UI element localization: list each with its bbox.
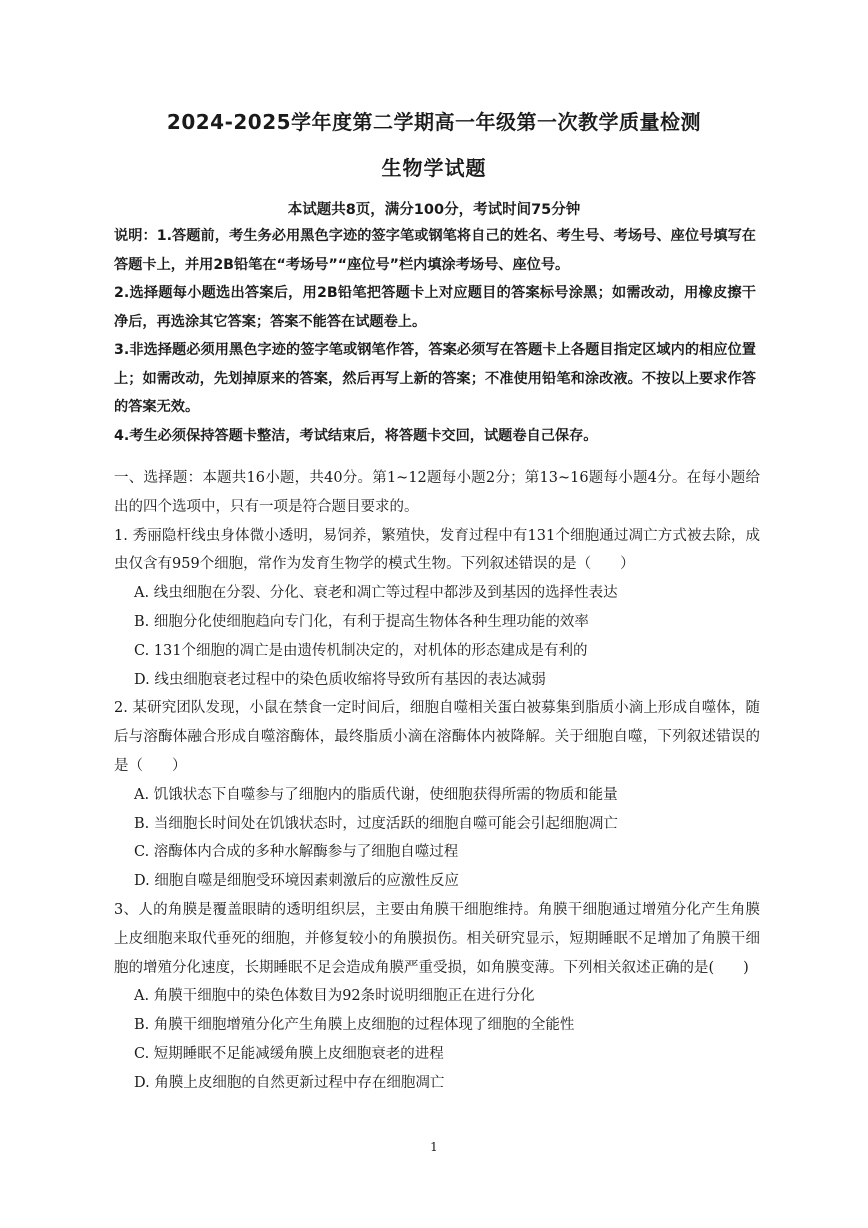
- option-b: B. 细胞分化使细胞趋向专门化，有利于提高生物体各种生理功能的效率: [134, 613, 589, 630]
- exam-info: 本试题共8页，满分100分，考试时间75分钟: [287, 202, 581, 218]
- option-c: C. 131个细胞的凋亡是由遗传机制决定的，对机体的形态建成是有利的: [134, 642, 588, 659]
- question-stem: 2. 某研究团队发现，小鼠在禁食一定时间后，细胞自噬相关蛋白被募集到脂质小滴上形成自噬体，随后与溶酶体融合形成自噬溶酶体，最终脂质小滴在溶酶体内被降解。关于细胞自噬，下列叙述错误的是（ ）: [114, 700, 760, 774]
- instruction-3: 3.非选择题必须用黑色字迹的签字笔或钢笔作答，答案必须写在答题卡上各题目指定区域内的相应位置上；如需改动，先划掉原来的答案，然后再写上新的答案；不准使用铅笔和涂改液。不按以上要求作答的答案无效。: [114, 342, 756, 415]
- option-d: D. 角膜上皮细胞的自然更新过程中存在细胞凋亡: [134, 1074, 445, 1091]
- question-1: [114, 522, 760, 695]
- section-heading: 一、选择题：本题共16小题，共40分。第1~12题每小题2分；第13~16题每小题4分。在每小题给出的四个选项中，只有一项是符合题目要求的。: [114, 470, 760, 515]
- option-a: A. 线虫细胞在分裂、分化、衰老和凋亡等过程中都涉及到基因的选择性表达: [134, 585, 618, 602]
- question-3: [114, 896, 760, 1098]
- option-c: C. 溶酶体内合成的多种水解酶参与了细胞自噬过程: [134, 844, 459, 861]
- instruction-4: 4.考生必须保持答题卡整洁，考试结束后，将答题卡交回，试题卷自己保存。: [114, 427, 598, 444]
- option-a: A. 饥饿状态下自噬参与了细胞内的脂质代谢，使细胞获得所需的物质和能量: [134, 786, 618, 803]
- instruction-1: 说明：1.答题前，考生务必用黑色字迹的签字笔或钢笔将自己的姓名、考生号、考场号、座位号填写在答题卡上，并用2B铅笔在“考场号”“座位号”栏内填涂考场号、座位号。: [114, 228, 756, 273]
- instruction-2: 2.选择题每小题选出答案后，用2B铅笔把答题卡上对应题目的答案标号涂黑；如需改动，用橡皮擦干净后，再选涂其它答案；答案不能答在试题卷上。: [114, 285, 756, 330]
- question-2: [114, 694, 760, 896]
- question-stem: 3、人的角膜是覆盖眼睛的透明组织层，主要由角膜干细胞维持。角膜干细胞通过增殖分化产生角膜上皮细胞来取代垂死的细胞，并修复较小的角膜损伤。相关研究显示，短期睡眠不足增加了角膜干细胞的增殖分化速度，长期睡眠不足会造成角膜严重受损，如角膜变薄。下列相关叙述正确的是( ): [114, 901, 760, 976]
- option-b: B. 角膜干细胞增殖分化产生角膜上皮细胞的过程体现了细胞的全能性: [134, 1017, 575, 1034]
- instructions: [114, 222, 756, 450]
- option-d: D. 线虫细胞衰老过程中的染色质收缩将导致所有基因的表达减弱: [134, 671, 546, 688]
- exam-title: 2024-2025学年度第二学期高一年级第一次教学质量检测: [166, 110, 702, 134]
- option-d: D. 细胞自噬是细胞受环境因素刺激后的应激性反应: [134, 873, 459, 890]
- option-b: B. 当细胞长时间处在饥饿状态时，过度活跃的细胞自噬可能会引起细胞凋亡: [134, 815, 618, 832]
- question-stem: 1. 秀丽隐杆线虫身体微小透明，易饲养，繁殖快，发育过程中有131个细胞通过凋亡方式被去除，成虫仅含有959个细胞，常作为发育生物学的模式生物。下列叙述错误的是（ ）: [114, 527, 760, 573]
- page-number: 1: [430, 1140, 438, 1154]
- choice-section: [114, 464, 760, 1098]
- option-a: A. 角膜干细胞中的染色体数目为92条时说明细胞正在进行分化: [134, 988, 535, 1005]
- option-c: C. 短期睡眠不足能减缓角膜上皮细胞衰老的进程: [134, 1045, 444, 1062]
- exam-subtitle: 生物学试题: [381, 156, 487, 180]
